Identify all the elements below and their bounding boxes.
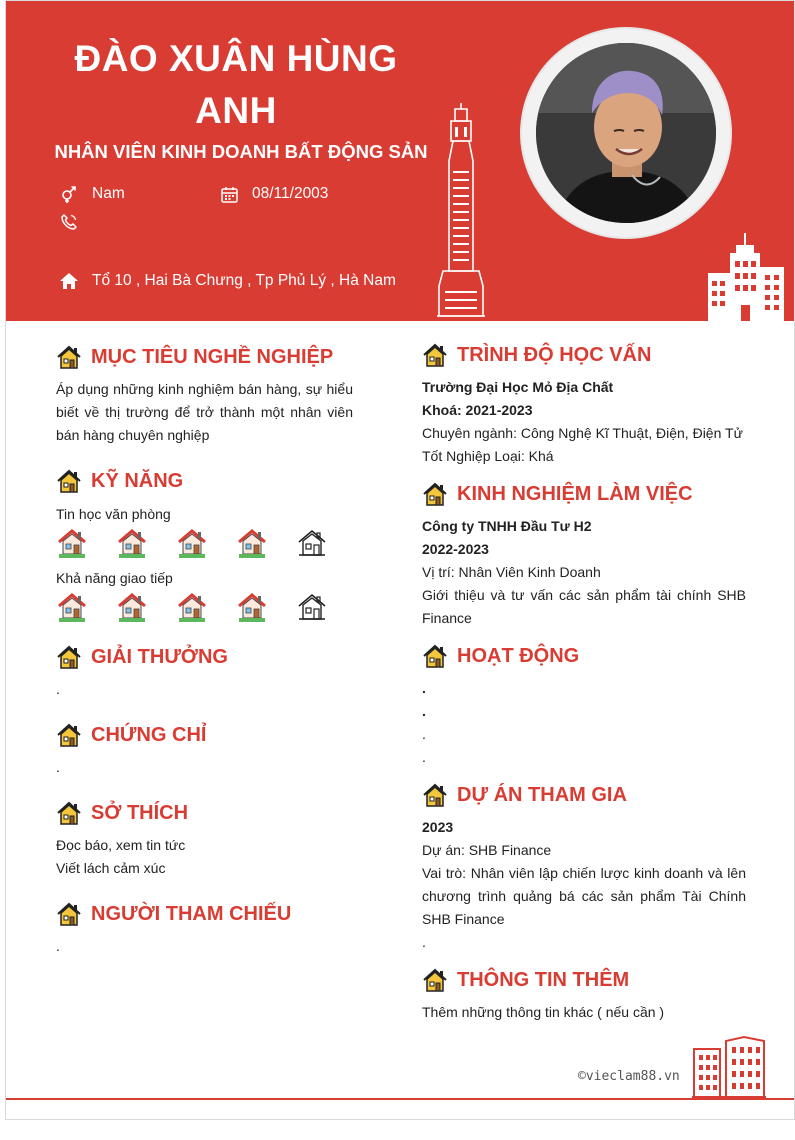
birthdate-row [218, 183, 328, 205]
references-heading [56, 901, 291, 927]
rating-house-filled-icon [56, 527, 88, 559]
address-row [58, 270, 396, 292]
references-text: . [56, 938, 60, 954]
footer-divider [6, 1098, 794, 1100]
tower-illustration [433, 101, 489, 321]
projects-heading [422, 782, 627, 808]
house-icon [56, 468, 82, 494]
candidate-name: ĐÀO XUÂN HÙNG ANH [74, 38, 398, 131]
avatar-frame [522, 29, 730, 237]
skill-rating [56, 527, 328, 559]
phone-icon [58, 211, 80, 233]
project-year: 2023 [422, 819, 454, 835]
skill-rating [56, 591, 328, 623]
experience-position: Vị trí: Nhân Viên Kinh Doanh [422, 564, 601, 580]
activities-title: HOẠT ĐỘNG [457, 644, 580, 667]
house-icon [422, 342, 448, 368]
more-info-text: Thêm những thông tin khác ( nếu cần ) [422, 1004, 665, 1020]
experience-description: Giới thiệu và tư vấn các sản phẩm tài chính SHB Finance [422, 587, 746, 626]
house-icon [56, 722, 82, 748]
hobby-line: Viết lách cảm xúc [56, 860, 166, 876]
objective-heading [56, 344, 333, 370]
more-info-title: THÔNG TIN THÊM [457, 968, 630, 991]
rating-house-empty-icon [296, 591, 328, 623]
rating-house-filled-icon [116, 591, 148, 623]
education-major: Chuyên ngành: Công Nghệ Kĩ Thuật, Điện, Điện Tử [422, 425, 743, 441]
birthdate-value: 08/11/2003 [252, 185, 329, 202]
experience-title: KINH NGHIỆM LÀM VIỆC [457, 482, 693, 505]
experience-company: Công ty TNHH Đầu Tư H2 [422, 518, 592, 534]
header-banner [6, 1, 794, 321]
activity-line: . [422, 703, 426, 719]
rating-house-filled-icon [56, 591, 88, 623]
education-period: Khoá: 2021-2023 [422, 402, 533, 418]
building-illustration-footer [692, 1035, 766, 1099]
home-icon [58, 270, 80, 292]
calendar-icon [218, 183, 240, 205]
cv-page [5, 0, 795, 1120]
house-icon [56, 800, 82, 826]
project-name: Dự án: SHB Finance [422, 842, 552, 858]
gender-row [58, 183, 125, 205]
project-role: Vai trò: Nhân viên lập chiến lược kinh doanh và lên chương trình quảng bá các sản phẩm Tài Chính SHB Finance [422, 865, 746, 927]
house-icon [422, 643, 448, 669]
awards-title: GIẢI THƯỞNG [91, 645, 228, 668]
certificates-text: . [56, 759, 60, 775]
experience-heading [422, 481, 693, 507]
watermark: ©vieclam88.vn [578, 1069, 680, 1084]
rating-house-filled-icon [176, 527, 208, 559]
project-extra: . [422, 934, 426, 950]
skills-title: KỸ NĂNG [91, 469, 184, 492]
building-illustration [706, 233, 786, 321]
address-value: Tổ 10 , Hai Bà Chưng , Tp Phủ Lý , Hà Nam [92, 272, 396, 289]
education-grade: Tốt Nghiệp Loại: Khá [422, 448, 554, 464]
skill-name: Tin học văn phòng [56, 506, 171, 522]
house-icon [422, 481, 448, 507]
education-heading [422, 342, 651, 368]
job-title: NHÂN VIÊN KINH DOANH BẤT ĐỘNG SẢN [54, 141, 428, 162]
hobbies-title: SỞ THÍCH [91, 801, 189, 824]
certificates-heading [56, 722, 206, 748]
activities-heading [422, 643, 579, 669]
avatar [536, 43, 716, 223]
rating-house-empty-icon [296, 527, 328, 559]
house-icon [422, 782, 448, 808]
awards-text: . [56, 681, 60, 697]
activity-line: . [422, 726, 426, 742]
awards-heading [56, 644, 228, 670]
hobbies-heading [56, 800, 188, 826]
house-icon [56, 644, 82, 670]
hobby-line: Đọc báo, xem tin tức [56, 837, 186, 853]
objective-title: MỤC TIÊU NGHỀ NGHIỆP [91, 345, 334, 368]
rating-house-filled-icon [236, 591, 268, 623]
skills-heading [56, 468, 183, 494]
house-icon [56, 344, 82, 370]
experience-period: 2022-2023 [422, 541, 489, 557]
house-icon [56, 901, 82, 927]
education-school: Trường Đại Học Mỏ Địa Chất [422, 379, 614, 395]
references-title: NGƯỜI THAM CHIẾU [91, 902, 292, 925]
more-info-heading [422, 967, 629, 993]
gender-icon [58, 183, 80, 205]
activity-line: . [422, 680, 426, 696]
rating-house-filled-icon [236, 527, 268, 559]
projects-title: DỰ ÁN THAM GIA [457, 783, 627, 806]
objective-text: Áp dụng những kinh nghiệm bán hàng, sự hiểu biết về thị trường để trở thành một nhân viên bán hàng chuyên nghiệp [56, 381, 353, 443]
education-title: TRÌNH ĐỘ HỌC VẤN [457, 343, 652, 366]
gender-value: Nam [92, 185, 125, 202]
skill-name: Khả năng giao tiếp [56, 570, 173, 586]
activity-line: . [422, 749, 426, 765]
house-icon [422, 967, 448, 993]
certificates-title: CHỨNG CHỈ [91, 723, 207, 746]
rating-house-filled-icon [116, 527, 148, 559]
phone-row [58, 211, 92, 233]
rating-house-filled-icon [176, 591, 208, 623]
